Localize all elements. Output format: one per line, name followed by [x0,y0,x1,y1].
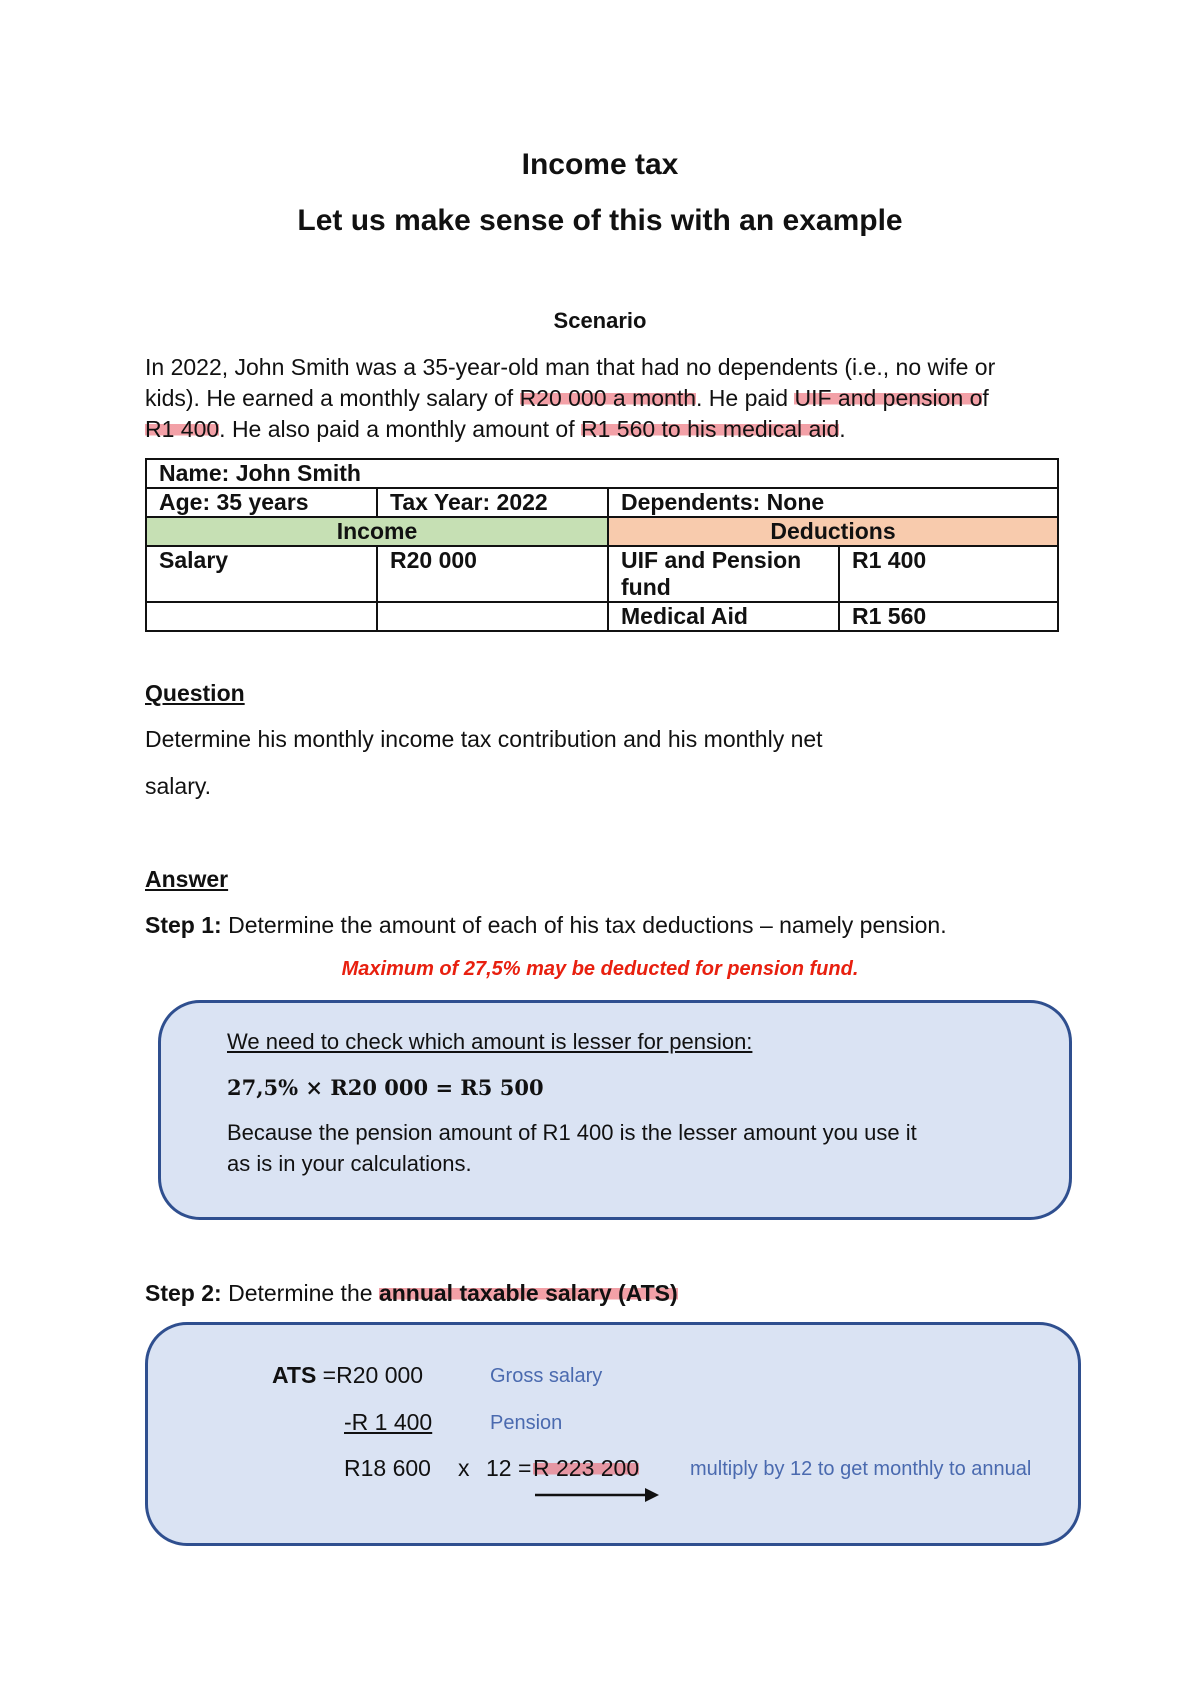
answer-heading: Answer [145,866,229,892]
ats-label: ATS [272,1362,317,1388]
empty-income-label-cell [146,602,377,631]
ats-row-gross [272,1360,423,1391]
highlight-r1400: R1 400 [145,416,220,442]
annual-note: multiply by 12 to get monthly to annual [690,1458,1032,1480]
deductions-header: Deductions [608,517,1058,546]
pension-check-box [158,1000,1072,1220]
highlight-medical-aid: R1 560 to his medical aid [580,416,840,442]
scenario-paragraph [145,352,1075,445]
text-run: . [839,416,846,442]
equals-sign: = [316,1362,337,1388]
highlight-uif-pension: UIF and pension o [794,385,983,411]
table-row [146,602,1058,631]
twelve-equals: 12 = [486,1455,532,1481]
table-row [146,546,1058,602]
question-heading: Question [145,680,245,706]
step2-label: Step 2: [145,1280,222,1306]
scenario-heading: Scenario [553,308,647,333]
step1-label: Step 1: [145,912,222,938]
annual-highlight: R 223 200 [533,1455,640,1481]
tax-info-table [145,458,1059,632]
age-cell: Age: 35 years [146,488,377,517]
tax-year-cell: Tax Year: 2022 [377,488,608,517]
times-sign: x [458,1455,470,1481]
empty-income-value-cell [377,602,608,631]
medical-aid-value-cell: R1 560 [839,602,1058,631]
step1-line [145,910,947,941]
pension-formula: 27,5% × R20 000 = R5 500 [227,1075,544,1100]
step2-text: Determine the [221,1280,379,1306]
salary-value-cell: R20 000 [377,546,608,602]
monthly-taxable-value: R18 600 [344,1455,431,1481]
question-line-2: salary. [145,773,212,799]
annual-taxable-value [533,1453,639,1484]
uif-pension-value-cell: R1 400 [839,546,1058,602]
table-row [146,488,1058,517]
arrow-right-icon [533,1485,663,1505]
table-row [146,517,1058,546]
text-run: kids). He earned a monthly salary of [145,385,520,411]
pension-explain-line-2: as is in your calculations. [227,1151,472,1176]
uif-pension-label-cell: UIF and Pension fund [608,546,839,602]
pension-explain-line-1: Because the pension amount of R1 400 is the lesser amount you use it [227,1120,917,1145]
text-run: . He paid [696,385,795,411]
step1-text: Determine the amount of each of his tax deductions – namely pension. [221,912,947,938]
ats-calculation-box [145,1322,1081,1546]
pension-value: -R 1 400 [344,1409,433,1435]
scenario-line-3 [145,414,1075,445]
dependents-cell: Dependents: None [608,488,1058,517]
highlight-salary: R20 000 a month [519,385,697,411]
name-cell: Name: John Smith [146,459,1058,488]
step2-ats-highlight: annual taxable salary (ATS) [378,1280,678,1306]
pension-note: Pension [490,1412,563,1434]
scenario-line-2 [145,383,1075,414]
page-title: Income tax [521,148,679,181]
income-header: Income [146,517,608,546]
scenario-line-1: In 2022, John Smith was a 35-year-old man that had no dependents (i.e., no wife or [145,354,996,380]
text-run: f [982,385,989,411]
pension-check-heading: We need to check which amount is lesser for pension: [227,1029,753,1054]
table-row [146,459,1058,488]
gross-salary-value: R20 000 [336,1362,424,1388]
salary-label-cell: Salary [146,546,377,602]
page-subtitle: Let us make sense of this with an example [297,204,903,237]
gross-salary-note: Gross salary [490,1365,603,1387]
question-line-1: Determine his monthly income tax contribution and his monthly net [145,726,823,752]
text-run: . He also paid a monthly amount of [219,416,581,442]
pension-max-note: Maximum of 27,5% may be deducted for pension fund. [341,958,859,980]
step2-line [145,1278,678,1309]
medical-aid-label-cell: Medical Aid [608,602,839,631]
